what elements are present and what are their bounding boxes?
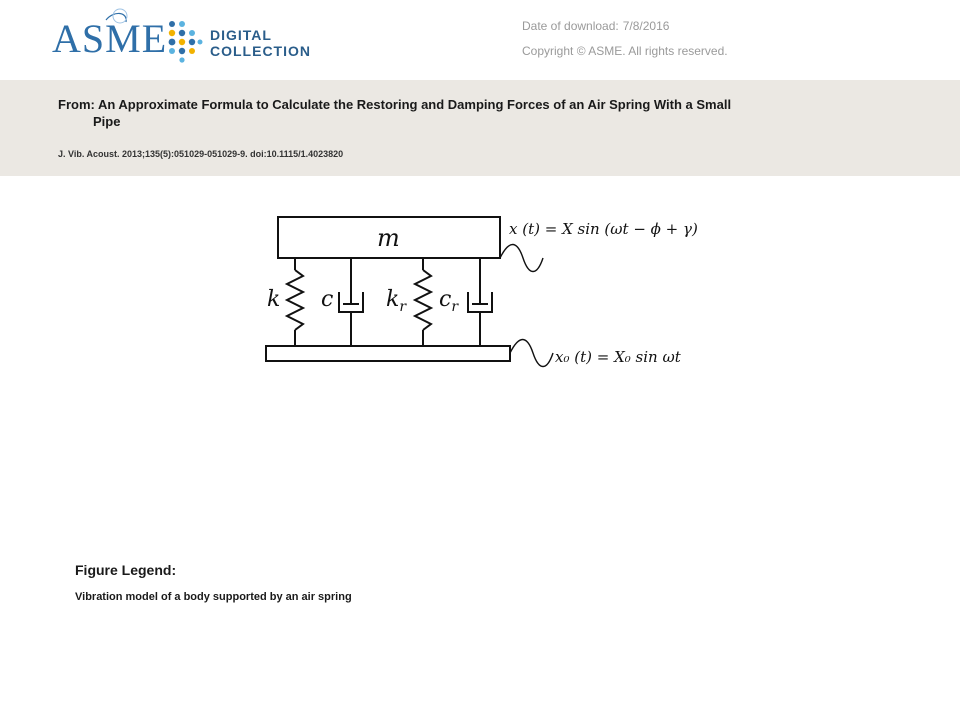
page-header	[0, 0, 960, 80]
download-date-value: 7/8/2016	[622, 19, 670, 33]
article-title	[58, 96, 908, 130]
spring-kr-sub: r	[399, 299, 407, 315]
base-sine-wave	[510, 340, 553, 367]
spring-k-label: k	[267, 287, 281, 312]
spring-k	[287, 258, 303, 346]
figure-legend-label: Figure Legend:	[75, 562, 177, 578]
damper-cr-label	[439, 287, 459, 315]
spring-kr	[415, 258, 431, 346]
logo-digital-text: DIGITAL	[210, 27, 272, 43]
damper-c	[339, 258, 363, 346]
spring-kr-main: k	[386, 287, 400, 312]
article-info-band	[0, 80, 960, 176]
article-title-line1: From: An Approximate Formula to Calculate the Restoring and Damping Forces of an Air Spring With a Small	[58, 97, 732, 112]
damper-cr-main: c	[439, 287, 452, 312]
damper-cr	[468, 258, 492, 346]
vibration-model-figure	[255, 200, 715, 390]
logo-wordmark: ASME	[52, 16, 168, 61]
base-plate	[266, 346, 510, 361]
spring-kr-label	[386, 287, 407, 315]
article-citation: J. Vib. Acoust. 2013;135(5):051029-051029-9. doi:10.1115/1.4023820	[58, 149, 344, 159]
figure-legend-text: Vibration model of a body supported by an air spring	[75, 591, 352, 603]
article-title-line2: Pipe	[93, 114, 121, 129]
logo-collection-text: COLLECTION	[210, 43, 311, 59]
copyright-notice: Copyright © ASME. All rights reserved.	[522, 44, 728, 58]
base-motion-equation: x₀ (t) = X₀ sin ωt	[555, 348, 681, 366]
mass-motion-equation: x (t) = X sin (ωt − ϕ + γ)	[509, 220, 698, 238]
mass-sine-wave	[500, 245, 543, 272]
mass-label: m	[377, 224, 400, 252]
asme-digital-collection-logo[interactable]	[44, 6, 334, 72]
download-date-label: Date of download:	[522, 19, 619, 33]
download-date	[522, 20, 669, 32]
damper-cr-sub: r	[451, 299, 459, 315]
logo-dots-icon	[164, 18, 204, 64]
damper-c-label: c	[321, 287, 334, 312]
